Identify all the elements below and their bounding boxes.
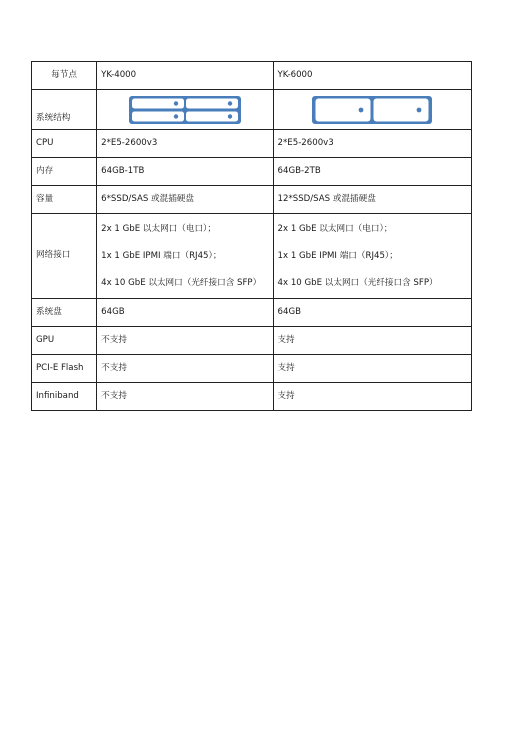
- network-line: 2x 1 GbE 以太网口（电口）；: [101, 223, 216, 234]
- row-model-a-value: 64GB-1TB: [97, 158, 273, 186]
- 2u-four-node-chassis-icon: [128, 95, 242, 125]
- network-line: 2x 1 GbE 以太网口（电口）；: [277, 223, 393, 234]
- table-row-cpu: [32, 130, 472, 158]
- row-model-a-value: 不支持: [97, 355, 273, 383]
- network-line: 1x 1 GbE IPMI 端口（RJ45）；: [277, 250, 398, 261]
- row-model-a-value: 64GB: [97, 299, 273, 327]
- row-label: GPU: [32, 327, 97, 355]
- table-row-infiniband: [32, 383, 472, 411]
- network-model-a-cell: [97, 214, 273, 299]
- row-label: 内存: [32, 158, 97, 186]
- row-label: 系统盘: [32, 299, 97, 327]
- spec-comparison-table: [31, 61, 472, 411]
- table-row-network: [32, 214, 472, 299]
- chassis-row: [32, 90, 472, 130]
- table-row-gpu: [32, 327, 472, 355]
- header-model-a: YK-4000: [97, 62, 273, 90]
- table-header-row: [32, 62, 472, 90]
- row-model-b-value: 2*E5-2600v3: [273, 130, 471, 158]
- row-model-a-value: 6*SSD/SAS 或混插硬盘: [97, 186, 273, 214]
- table-row-capacity: [32, 186, 472, 214]
- row-model-a-value: 不支持: [97, 383, 273, 411]
- chassis-model-b-cell: [273, 90, 471, 130]
- row-model-a-value: 2*E5-2600v3: [97, 130, 273, 158]
- network-model-b-cell: [273, 214, 471, 299]
- row-label: 网络接口: [32, 214, 97, 299]
- chassis-model-a-cell: [97, 90, 273, 130]
- row-model-b-value: 支持: [273, 327, 471, 355]
- row-model-b-value: 64GB-2TB: [273, 158, 471, 186]
- table-row-memory: [32, 158, 472, 186]
- row-model-b-value: 64GB: [273, 299, 471, 327]
- header-model-b: YK-6000: [273, 62, 471, 90]
- row-model-b-value: 12*SSD/SAS 或混插硬盘: [273, 186, 471, 214]
- network-line: 4x 10 GbE 以太网口（光纤接口含 SFP）: [101, 277, 262, 288]
- row-model-b-value: 支持: [273, 355, 471, 383]
- row-label: Infiniband: [32, 383, 97, 411]
- chassis-label: 系统结构: [32, 90, 97, 130]
- row-label: CPU: [32, 130, 97, 158]
- row-label: 容量: [32, 186, 97, 214]
- header-label: 每节点: [32, 62, 97, 90]
- network-line: 1x 1 GbE IPMI 端口（RJ45）；: [101, 250, 222, 261]
- table-row-pcie-flash: [32, 355, 472, 383]
- row-label: PCI-E Flash: [32, 355, 97, 383]
- 2u-dual-node-chassis-icon: [311, 95, 433, 125]
- table-row-system-disk: [32, 299, 472, 327]
- row-model-b-value: 支持: [273, 383, 471, 411]
- row-model-a-value: 不支持: [97, 327, 273, 355]
- network-line: 4x 10 GbE 以太网口（光纤接口含 SFP）: [277, 277, 438, 288]
